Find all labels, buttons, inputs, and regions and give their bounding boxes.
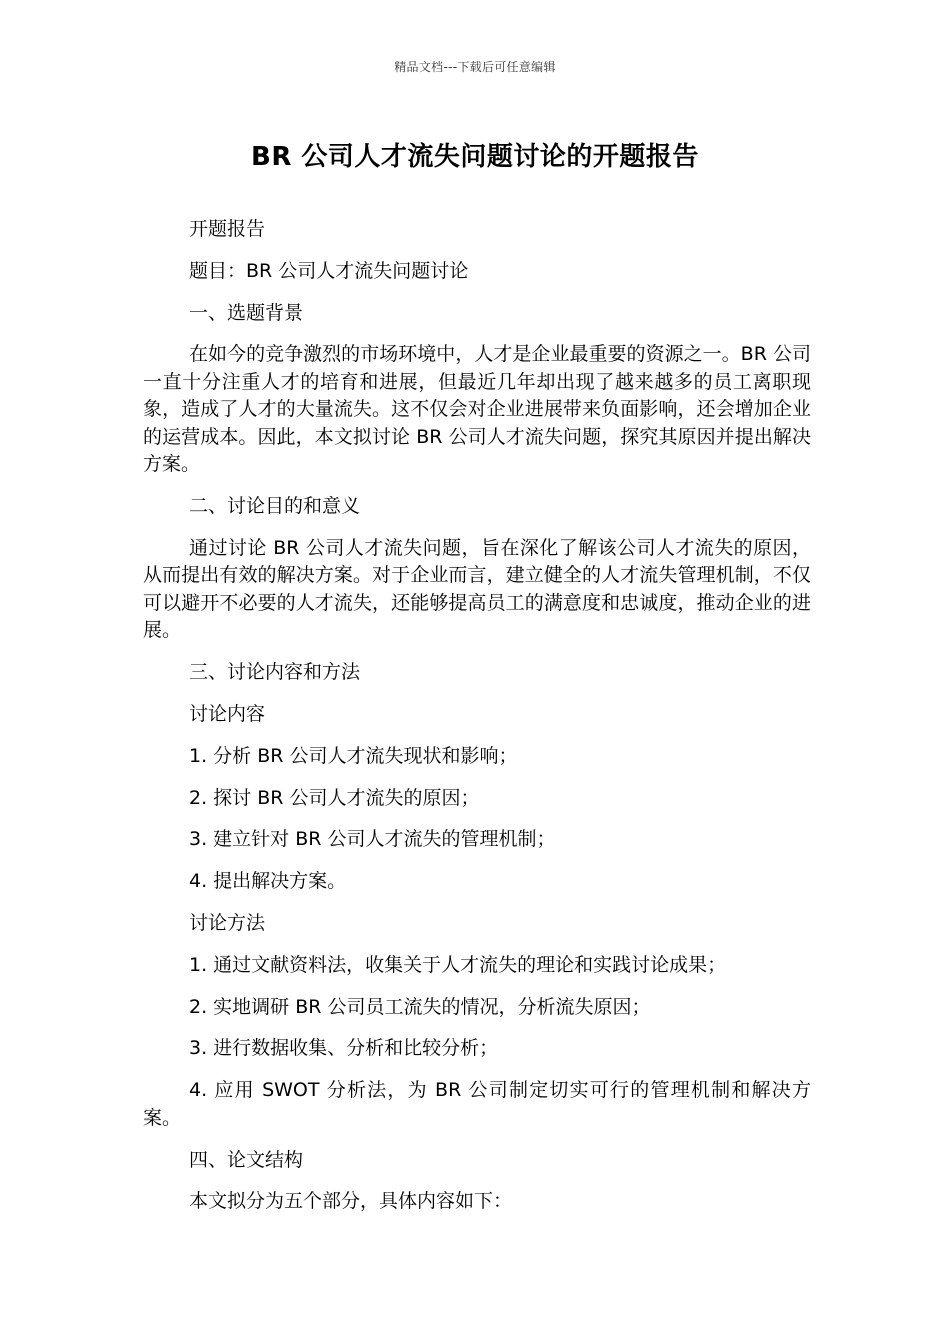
paragraph-topic: 题目：BR 公司人才流失问题讨论 xyxy=(189,259,469,282)
list-item: 2. 探讨 BR 公司人才流失的原因； xyxy=(189,786,480,809)
list-item: 3. 建立针对 BR 公司人才流失的管理机制； xyxy=(189,828,556,851)
header-note: 精品文档---下载后可任意编辑 xyxy=(394,60,556,74)
section-heading-background: 一、选题背景 xyxy=(189,301,304,324)
paragraph-report-label: 开题报告 xyxy=(189,218,266,240)
paragraph-structure-intro: 本文拟分为五个部分，具体内容如下： xyxy=(189,1190,513,1213)
list-item: 1. 分析 BR 公司人才流失现状和影响； xyxy=(189,744,518,767)
section-heading-purpose: 二、讨论目的和意义 xyxy=(189,495,361,518)
document-body xyxy=(143,216,811,1230)
list-item: 3. 进行数据收集、分析和比较分析； xyxy=(189,1037,499,1060)
section-heading-content-method: 三、讨论内容和方法 xyxy=(189,661,361,684)
list-item: 2. 实地调研 BR 公司员工流失的情况，分析流失原因； xyxy=(189,995,651,1018)
list-item: 4. 应用 SWOT 分析法，为 BR 公司制定切实可行的管理机制和解决方案。 xyxy=(143,1079,811,1129)
list-item: 4. 提出解决方案。 xyxy=(189,870,347,893)
paragraph-purpose: 通过讨论 BR 公司人才流失问题，旨在深化了解该公司人才流失的原因，从而提出有效的解决方案。对于企业而言，建立健全的人才流失管理机制，不仅可以避开不必要的人才流失，还能够提高员工的满意度和忠诚度，推动企业的进展。 xyxy=(143,536,811,642)
document-title: BR 公司人才流失问题讨论的开题报告 xyxy=(251,142,699,172)
section-heading-structure: 四、论文结构 xyxy=(189,1148,304,1171)
subheading-content: 讨论内容 xyxy=(189,703,266,726)
paragraph-background: 在如今的竞争激烈的市场环境中，人才是企业最重要的资源之一。BR 公司一直十分注重人才的培育和进展，但最近几年却出现了越来越多的员工离职现象，造成了人才的大量流失。这不仅会对企业进展带来负面影响，还会增加企业的运营成本。因此，本文拟讨论 BR 公司人才流失问题，探究其原因并提出解决方案。 xyxy=(143,343,811,476)
list-item: 1. 通过文献资料法，收集关于人才流失的理论和实践讨论成果； xyxy=(189,953,727,976)
subheading-method: 讨论方法 xyxy=(189,912,266,935)
